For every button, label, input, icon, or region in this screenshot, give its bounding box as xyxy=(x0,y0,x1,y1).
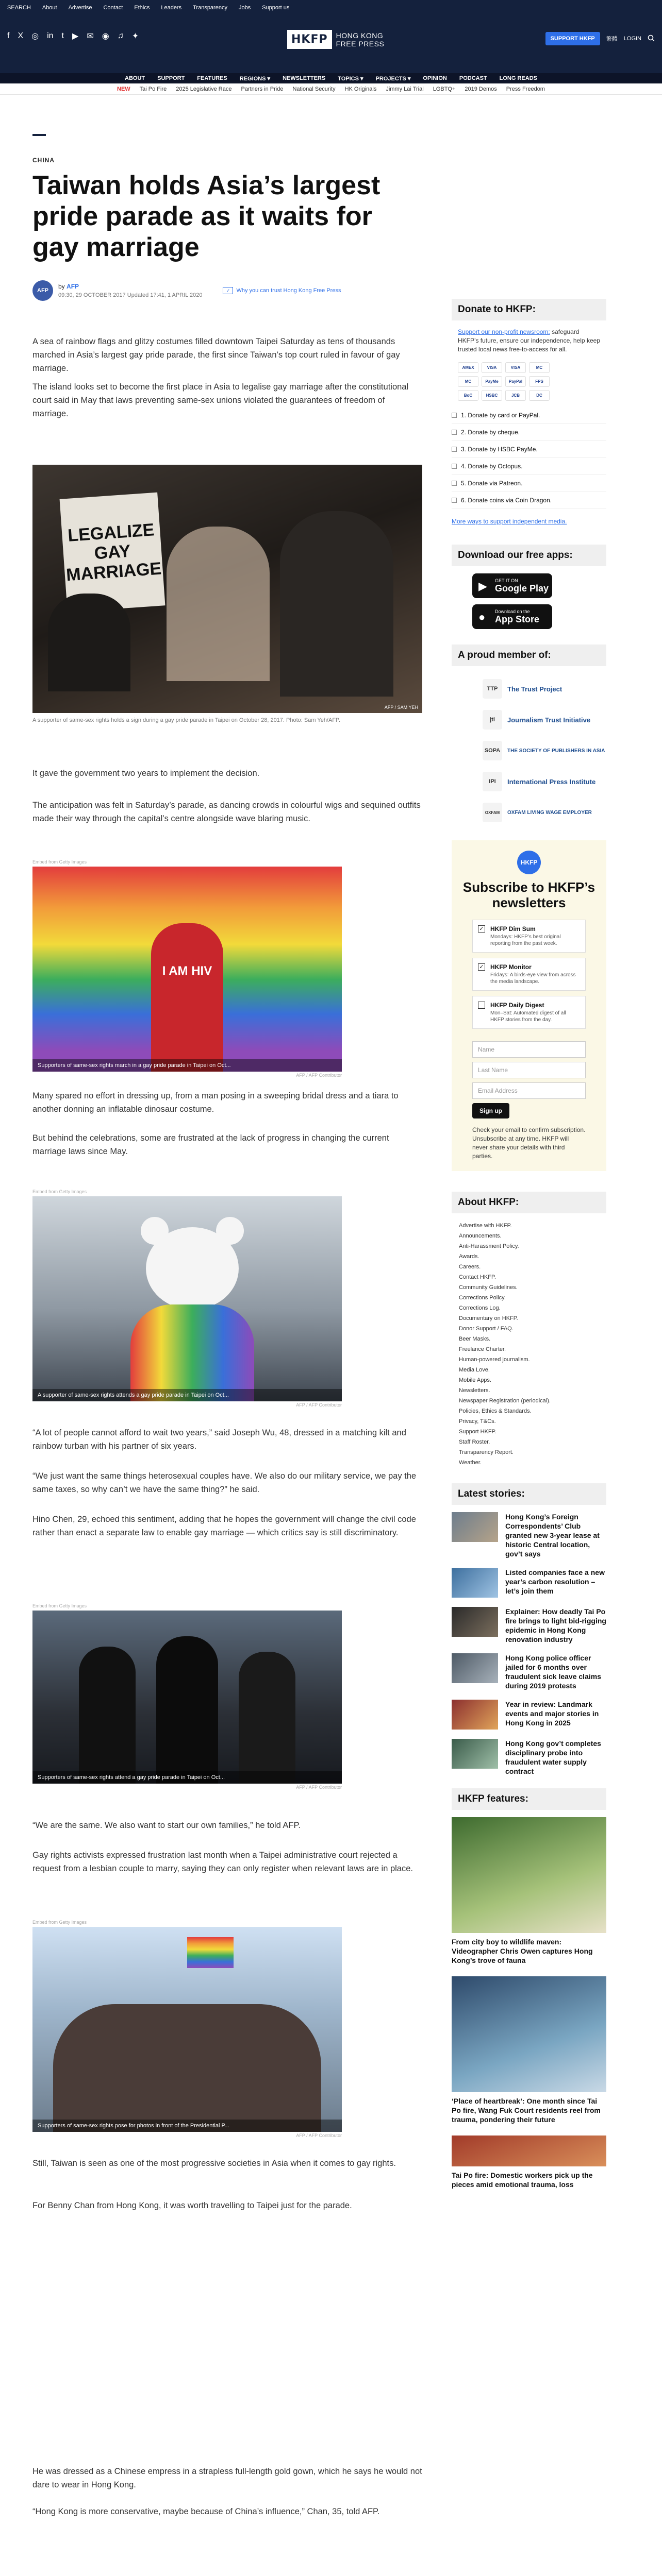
utility-nav xyxy=(0,0,289,15)
article-title: Taiwan holds Asia’s largest pride parade as it waits for gay marriage xyxy=(32,171,380,262)
logo-mark: HKFP xyxy=(287,30,332,49)
about-link[interactable]: Newsletters. xyxy=(459,1387,490,1394)
member-heading: A proud member of: xyxy=(452,645,606,666)
newsletter-option-text xyxy=(490,925,580,947)
article-dates: 09:30, 29 OCTOBER 2017 Updated 17:41, 1 APRIL 2020 xyxy=(58,292,203,298)
latest-story[interactable] xyxy=(452,1512,606,1558)
paragraph: But behind the celebrations, some are frustrated at the lack of progress in changing the current marriage laws since May. xyxy=(32,1133,389,1156)
about-link[interactable]: Media Love. xyxy=(459,1367,490,1373)
embed-caption-text: A supporter of same-sex rights attends a gay pride parade in Taipei on Oct... xyxy=(38,1392,229,1398)
article-category[interactable]: CHINA xyxy=(32,157,55,164)
person-silhouette xyxy=(48,594,130,691)
story-title: Hong Kong police officer jailed for 6 months over fraudulent sick leave claims during 2019 protests xyxy=(505,1654,601,1690)
member-name: International Press Institute xyxy=(507,777,596,786)
utility-ethics[interactable]: Ethics xyxy=(134,5,150,11)
payment-icon: JCB xyxy=(505,390,526,401)
byline-author xyxy=(58,283,202,290)
donate-option-label: 5. Donate via Patreon. xyxy=(461,480,523,487)
photo-legalize-sign xyxy=(32,465,422,713)
last-name-field[interactable]: Last Name xyxy=(472,1062,586,1078)
paragraph: “We are the same. We also want to start our own families,” he told AFP. xyxy=(32,1821,301,1830)
member-logo[interactable] xyxy=(483,766,606,797)
about-link[interactable]: Announcements. xyxy=(459,1233,502,1239)
feature-image xyxy=(452,1976,606,2092)
feature-story[interactable] xyxy=(452,1976,606,2124)
checkbox-icon[interactable]: ✓ xyxy=(478,925,485,933)
google-play-caption: GET IT ON xyxy=(495,578,518,583)
about-link[interactable]: Documentary on HKFP. xyxy=(459,1315,518,1321)
embed-caption-text: Supporters of same-sex rights attend a gay pride parade in Taipei on Oct... xyxy=(38,1774,225,1781)
about-link[interactable]: Community Guidelines. xyxy=(459,1284,518,1291)
about-link[interactable]: Support HKFP. xyxy=(459,1429,496,1435)
trending-item[interactable]: Jimmy Lai Trial xyxy=(386,86,424,92)
about-links xyxy=(452,1221,606,1468)
nav-projects[interactable]: PROJECTS ▾ xyxy=(375,75,411,82)
paragraph: It gave the government two years to implement the decision. xyxy=(32,769,260,778)
member-logo[interactable] xyxy=(483,797,606,828)
photo-caption: A supporter of same-sex rights holds a sign during a gay pride parade in Taipei on October 28, 2017. Photo: Sam Yeh/AFP. xyxy=(32,717,341,723)
header-rule xyxy=(32,134,46,136)
latest-story[interactable] xyxy=(452,1607,606,1644)
about-link[interactable]: Weather. xyxy=(459,1460,482,1466)
support-hkfp-button[interactable]: SUPPORT HKFP xyxy=(545,32,600,45)
newsletter-option[interactable] xyxy=(472,920,586,953)
photo-bear-costume xyxy=(32,1196,342,1401)
donate-option-label: 6. Donate coins via Coin Dragon. xyxy=(461,497,552,504)
spacer xyxy=(472,1034,599,1041)
paragraph: “A lot of people cannot afford to wait two years,” said Joseph Wu, 48, dressed in a matching kilt and rainbow turban with his partner of six years. xyxy=(32,1428,406,1451)
newsletter-form xyxy=(459,920,599,1161)
tiktok-icon[interactable]: ♫ xyxy=(117,31,124,40)
figure-masked-supporters xyxy=(32,1603,342,1790)
checkbox-icon xyxy=(452,464,457,469)
embed-credit: AFP / AFP Contributor xyxy=(296,1402,342,1408)
features-heading: HKFP features: xyxy=(452,1788,606,1810)
payment-icon: PayMe xyxy=(482,376,502,387)
donate-option[interactable] xyxy=(452,424,606,441)
utility-transparency[interactable]: Transparency xyxy=(193,5,227,11)
search-icon[interactable] xyxy=(648,35,655,43)
paragraph: For Benny Chan from Hong Kong, it was worth travelling to Taipei just for the parade. xyxy=(32,2201,352,2210)
sidebar xyxy=(452,299,606,2200)
checkbox-icon[interactable] xyxy=(478,1002,485,1009)
crowd-silhouette xyxy=(53,2004,321,2132)
nav-features[interactable]: FEATURES xyxy=(197,75,227,81)
feature-story[interactable] xyxy=(452,1817,606,1965)
byline-prefix: by xyxy=(58,283,65,290)
figure-rainbow-flag xyxy=(32,859,342,1078)
app-store-label: App Store xyxy=(495,614,540,624)
mail-icon[interactable]: ✉ xyxy=(87,32,94,41)
person-silhouette xyxy=(151,923,223,1072)
photo-masked-supporters xyxy=(32,1611,342,1784)
name-field[interactable]: Name xyxy=(472,1041,586,1058)
newsletter-note: Check your email to confirm subscription. Unsubscribe at any time. HKFP will never share your details with third parties. xyxy=(472,1126,586,1160)
embed-caption xyxy=(32,1059,342,1072)
payment-icon: BoC xyxy=(458,390,478,401)
nav-support[interactable]: SUPPORT xyxy=(157,75,185,81)
embed-caption-text: Supporters of same-sex rights march in a gay pride parade in Taipei on Oct... xyxy=(38,1062,231,1069)
donate-option[interactable] xyxy=(452,441,606,458)
bear-ear xyxy=(141,1217,169,1245)
youtube-icon[interactable]: ▶ xyxy=(72,32,79,41)
jti-icon: jti xyxy=(483,710,502,730)
logo-wordmark xyxy=(336,31,385,48)
donate-option[interactable] xyxy=(452,475,606,492)
paragraph: The island looks set to become the first place in Asia to legalise gay marriage after the constitutional court said in May that laws preventing same-sex unions violated the guarantees of freedom of marriage. xyxy=(32,382,409,418)
story-thumbnail xyxy=(452,1700,498,1730)
apple-icon: ● xyxy=(478,611,486,623)
about-link[interactable]: Staff Roster. xyxy=(459,1439,490,1445)
embed-caption xyxy=(32,2120,342,2132)
utility-contact[interactable]: Contact xyxy=(103,5,123,11)
person-silhouette xyxy=(280,511,393,697)
newsletter-logo: HKFP xyxy=(517,851,541,874)
paragraph: “Hong Kong is more conservative, maybe because of China’s influence,” Chan, 35, told AFP. xyxy=(32,2507,380,2516)
feature-title: From city boy to wildlife maven: Videographer Chris Owen captures Hong Kong’s trove of fauna xyxy=(452,1938,593,1964)
story-thumbnail xyxy=(452,1568,498,1598)
person-silhouette xyxy=(239,1652,295,1784)
paragraph: The anticipation was felt in Saturday’s parade, as dancing crowds in colourful wigs and sequined outfits made their way through the capital’s centre alongside wave blaring music. xyxy=(32,801,421,823)
nav-newsletters[interactable]: NEWSLETTERS xyxy=(283,75,326,81)
google-play-button[interactable] xyxy=(472,573,552,598)
member-logo[interactable] xyxy=(483,673,606,704)
play-store-icon: ▶ xyxy=(478,580,487,592)
masthead-actions xyxy=(545,32,655,45)
donate-heading: Donate to HKFP: xyxy=(452,299,606,320)
utility-jobs[interactable]: Jobs xyxy=(238,5,251,11)
oxfam-icon: OXFAM xyxy=(483,803,502,822)
nav-topics[interactable]: TOPICS ▾ xyxy=(338,75,363,82)
about-heading: About HKFP: xyxy=(452,1192,606,1213)
story-title: Year in review: Landmark events and major stories in Hong Kong in 2025 xyxy=(505,1700,599,1727)
paragraph: He was dressed as a Chinese empress in a strapless full-length gold gown, which he says he would not dare to wear in Hong Kong. xyxy=(32,2467,422,2489)
app-store-button[interactable] xyxy=(472,604,552,629)
signup-button[interactable]: Sign up xyxy=(472,1103,509,1118)
about-link[interactable]: Donor Support / FAQ. xyxy=(459,1326,514,1332)
about-link[interactable]: Contact HKFP. xyxy=(459,1274,496,1280)
app-store-caption: Download on the xyxy=(495,608,530,614)
nav-opinion[interactable]: OPINION xyxy=(423,75,447,81)
donate-options xyxy=(452,407,606,509)
feature-story[interactable] xyxy=(452,2136,606,2189)
rainbow-flag xyxy=(187,1937,234,1968)
trending-item[interactable]: National Security xyxy=(292,86,336,92)
embed-placeholder xyxy=(32,2231,342,2463)
nav-long-reads[interactable]: LONG READS xyxy=(499,75,537,81)
newsletter-option-title: HKFP Monitor xyxy=(490,963,532,971)
newsletter-option-desc: Mon–Sat: Automated digest of all HKFP stories from the day. xyxy=(490,1010,566,1023)
checkbox-icon xyxy=(452,447,457,452)
about-link[interactable]: Human-powered journalism. xyxy=(459,1357,530,1363)
trending-item[interactable]: 2025 Legislative Race xyxy=(176,86,232,92)
about-link[interactable]: Awards. xyxy=(459,1253,479,1260)
photo-rainbow-flag xyxy=(32,867,342,1072)
latest-heading: Latest stories: xyxy=(452,1483,606,1505)
nav-podcast[interactable]: PODCAST xyxy=(459,75,487,81)
figure-bear-costume xyxy=(32,1189,342,1408)
x-icon[interactable]: X xyxy=(18,31,24,40)
member-name: Journalism Trust Initiative xyxy=(507,716,591,724)
google-play-label: Google Play xyxy=(495,583,549,594)
embed-label: Embed from Getty Images xyxy=(32,1189,87,1194)
apps-heading: Download our free apps: xyxy=(452,545,606,566)
paragraph: Hino Chen, 29, echoed this sentiment, adding that he hopes the government will change the civil code rather than enact a separate law to enable gay marriage — which critics say is still discriminatory. xyxy=(32,1515,416,1537)
embed-label: Embed from Getty Images xyxy=(32,1920,87,1925)
paragraph: Many spared no effort in dressing up, from a man posing in a sweeping bridal dress and a tiara to another donning an inflatable dinosaur costume. xyxy=(32,1091,399,1114)
paragraph: “We just want the same things heterosexual couples have. We also do our military service, we pay the same taxes, so why can’t we have the same thing?” he said. xyxy=(32,1471,417,1494)
login-link[interactable]: LOGIN xyxy=(623,36,641,42)
about-link[interactable]: Anti-Harassment Policy. xyxy=(459,1243,519,1249)
about-link[interactable]: Corrections Policy. xyxy=(459,1295,506,1301)
shirt-slogan: I AM HIV xyxy=(162,964,212,978)
payment-icon: AMEX xyxy=(458,362,478,373)
donate-option[interactable] xyxy=(452,407,606,424)
costume-body xyxy=(130,1304,254,1401)
donate-option[interactable] xyxy=(452,458,606,475)
embed-caption xyxy=(32,1771,342,1784)
payment-icon: DC xyxy=(529,390,550,401)
payment-methods xyxy=(458,362,566,401)
donate-intro xyxy=(452,328,606,354)
member-name: THE SOCIETY OF PUBLISHERS IN ASIA xyxy=(507,748,605,754)
about-link[interactable]: Beer Masks. xyxy=(459,1336,491,1342)
embed-credit: AFP / AFP Contributor xyxy=(296,1785,342,1790)
latest-story[interactable] xyxy=(452,1700,606,1730)
newsletter-option-text xyxy=(490,963,580,985)
checkbox-icon xyxy=(452,498,457,503)
sopa-icon: SOPA xyxy=(483,741,502,760)
utility-search[interactable]: SEARCH xyxy=(7,5,31,11)
main-nav xyxy=(0,73,662,83)
about-link[interactable]: Advertise with HKFP. xyxy=(459,1223,512,1229)
about-link[interactable]: Corrections Log. xyxy=(459,1305,501,1311)
feature-image xyxy=(452,1817,606,1933)
story-title: Hong Kong gov’t completes disciplinary probe into fraudulent water supply contract xyxy=(505,1739,601,1775)
photo-credit: AFP / SAM YEH xyxy=(384,705,418,710)
newsletter-title: Subscribe to HKFP’s newsletters xyxy=(462,879,595,910)
figure-group-photo xyxy=(32,1920,342,2138)
latest-stories xyxy=(452,1512,606,1776)
person-silhouette xyxy=(79,1647,136,1784)
author-avatar[interactable]: AFP xyxy=(32,280,53,301)
donate-text: safeguard HKFP’s future, ensure our independence, help keep trusted local news free-to-access for all. xyxy=(458,328,600,353)
newsletter-option-text xyxy=(490,1002,580,1023)
bluesky-icon[interactable]: ✦ xyxy=(131,32,139,41)
person-silhouette xyxy=(167,527,270,681)
embed-label: Embed from Getty Images xyxy=(32,1603,87,1608)
about-link[interactable]: Mobile Apps. xyxy=(459,1377,491,1383)
more-ways-link[interactable] xyxy=(452,517,606,526)
payment-icon: VISA xyxy=(482,362,502,373)
trust-icon: ✓ xyxy=(223,287,233,294)
about-link[interactable]: Transparency Report. xyxy=(459,1449,514,1455)
feature-title: ‘Place of heartbreak’: One month since Tai Po fire, Wang Fuk Court residents reel from trauma, pondering their future xyxy=(452,2097,601,2124)
byline xyxy=(32,280,422,301)
facebook-icon[interactable]: f xyxy=(7,31,10,40)
about-link[interactable]: Privacy, T&Cs. xyxy=(459,1418,496,1425)
app-buttons xyxy=(452,573,606,629)
donate-option[interactable] xyxy=(452,492,606,509)
utility-support[interactable]: Support us xyxy=(262,5,290,11)
legalize-sign: LEGALIZE GAY MARRIAGE xyxy=(60,493,166,613)
trending-item[interactable]: Partners in Pride xyxy=(241,86,284,92)
trust-project-icon: TTP xyxy=(483,679,502,699)
latest-story[interactable] xyxy=(452,1653,606,1690)
trending-bar xyxy=(0,83,662,95)
logo-line-2: FREE PRESS xyxy=(336,39,385,48)
telegram-icon[interactable]: t xyxy=(61,31,64,40)
trending-item[interactable]: 2019 Demos xyxy=(465,86,497,92)
checkbox-icon xyxy=(452,481,457,486)
article-header xyxy=(32,134,422,309)
checkbox-icon[interactable]: ✓ xyxy=(478,963,485,971)
donate-option-label: 1. Donate by card or PayPal. xyxy=(461,412,540,419)
story-title: Listed companies face a new year’s carbon resolution – let’s join them xyxy=(505,1568,605,1595)
member-name: OXFAM LIVING WAGE EMPLOYER xyxy=(507,809,592,816)
embed-credit: AFP / AFP Contributor xyxy=(296,1073,342,1078)
nav-regions[interactable]: REGIONS ▾ xyxy=(239,75,271,82)
payment-icon: MC xyxy=(529,362,550,373)
donate-link[interactable]: Support our non-profit newsroom: xyxy=(458,328,550,335)
email-field[interactable]: Email Address xyxy=(472,1082,586,1099)
payment-icon: HSBC xyxy=(482,390,502,401)
newsletter-option-title: HKFP Daily Digest xyxy=(490,1002,544,1009)
bear-ear xyxy=(216,1217,244,1245)
feature-image xyxy=(452,2136,606,2166)
donate-option-label: 4. Donate by Octopus. xyxy=(461,463,523,470)
trending-new-badge: NEW xyxy=(117,86,130,92)
paragraph: A sea of rainbow flags and glitzy costumes filled downtown Taipei Saturday as tens of thousands marched in Asia’s largest gay pride parade, the first since Taiwan’s top court ruled in favour of gay marriage. xyxy=(32,337,400,373)
person-silhouette xyxy=(156,1636,218,1784)
utility-leaders[interactable]: Leaders xyxy=(161,5,182,11)
trust-link[interactable] xyxy=(223,287,341,294)
member-logos xyxy=(452,673,606,828)
story-thumbnail xyxy=(452,1739,498,1769)
utility-about[interactable]: About xyxy=(42,5,57,11)
newsletter-option[interactable] xyxy=(472,996,586,1029)
feature-title: Tai Po fire: Domestic workers pick up the pieces amid emotional trauma, loss xyxy=(452,2171,593,2189)
story-title: Explainer: How deadly Tai Po fire brings to light bid-rigging epidemic in Hong Kong renovation industry xyxy=(505,1607,606,1643)
latest-story[interactable] xyxy=(452,1568,606,1598)
site-logo[interactable] xyxy=(287,30,384,49)
threads-icon[interactable]: ◉ xyxy=(102,32,109,41)
member-logo[interactable] xyxy=(483,735,606,766)
payment-icon: FPS xyxy=(529,376,550,387)
nav-about[interactable]: ABOUT xyxy=(125,75,145,81)
embed-caption-text: Supporters of same-sex rights pose for photos in front of the Presidential P... xyxy=(38,2123,229,2129)
latest-story[interactable] xyxy=(452,1739,606,1776)
newsletter-option-desc: Fridays: A birds-eye view from across the media landscape. xyxy=(490,972,576,985)
donate-option-label: 2. Donate by cheque. xyxy=(461,429,520,436)
about-link[interactable]: Newspaper Registration (periodical). xyxy=(459,1398,551,1404)
embed-credit: AFP / AFP Contributor xyxy=(296,2133,342,2138)
language-toggle[interactable]: 繁體 xyxy=(606,36,618,42)
about-link[interactable]: Freelance Charter. xyxy=(459,1346,506,1352)
paragraph: Still, Taiwan is seen as one of the most progressive societies in Asia when it comes to gay rights. xyxy=(32,2159,396,2168)
payment-icon: MC xyxy=(458,376,478,387)
about-link[interactable]: Careers. xyxy=(459,1264,481,1270)
instagram-icon[interactable]: ◎ xyxy=(31,32,39,41)
linkedin-icon[interactable]: in xyxy=(47,31,54,40)
embed-caption xyxy=(32,1389,342,1401)
utility-advertise[interactable]: Advertise xyxy=(68,5,92,11)
story-thumbnail xyxy=(452,1653,498,1683)
byline-text xyxy=(58,283,202,298)
story-thumbnail xyxy=(452,1607,498,1637)
paragraph: Gay rights activists expressed frustration last month when a Taipei administrative court rejected a request from a lesbian couple to marry, saying they can only register when relevant laws are in place. xyxy=(32,1851,413,1873)
newsletter-option-title: HKFP Dim Sum xyxy=(490,925,536,933)
payment-icon: PayPal xyxy=(505,376,526,387)
about-link[interactable]: Policies, Ethics & Standards. xyxy=(459,1408,532,1414)
author-link[interactable]: AFP xyxy=(67,283,79,290)
checkbox-icon xyxy=(452,413,457,418)
embed-label: Embed from Getty Images xyxy=(32,859,87,865)
trending-item[interactable]: LGBTQ+ xyxy=(433,86,456,92)
trending-item[interactable]: Press Freedom xyxy=(506,86,545,92)
photo-group xyxy=(32,1927,342,2132)
checkbox-icon xyxy=(452,430,457,435)
trust-link-label: Why you can trust Hong Kong Free Press xyxy=(236,287,341,294)
logo-line-1: HONG KONG xyxy=(336,31,384,40)
story-title: Hong Kong’s Foreign Correspondents’ Club granted new 3-year lease at historic Central location, gov’t says xyxy=(505,1513,600,1558)
payment-icon: VISA xyxy=(505,362,526,373)
trending-item[interactable]: HK Originals xyxy=(344,86,377,92)
member-logo[interactable] xyxy=(483,704,606,735)
figure-legalize-sign xyxy=(32,465,422,724)
newsletter-signup xyxy=(452,840,606,1171)
social-links xyxy=(7,31,139,41)
utility-bar xyxy=(0,0,662,15)
story-thumbnail xyxy=(452,1512,498,1542)
more-ways-label: More ways to support independent media. xyxy=(452,518,567,525)
member-name: The Trust Project xyxy=(507,685,562,693)
trending-item[interactable]: Tai Po Fire xyxy=(139,86,167,92)
newsletter-option-desc: Mondays: HKFP’s best original reporting from the past week. xyxy=(490,934,561,946)
donate-option-label: 3. Donate by HSBC PayMe. xyxy=(461,446,538,453)
newsletter-option[interactable] xyxy=(472,958,586,991)
ipi-icon: IPI xyxy=(483,772,502,791)
feature-stories xyxy=(452,1817,606,2189)
